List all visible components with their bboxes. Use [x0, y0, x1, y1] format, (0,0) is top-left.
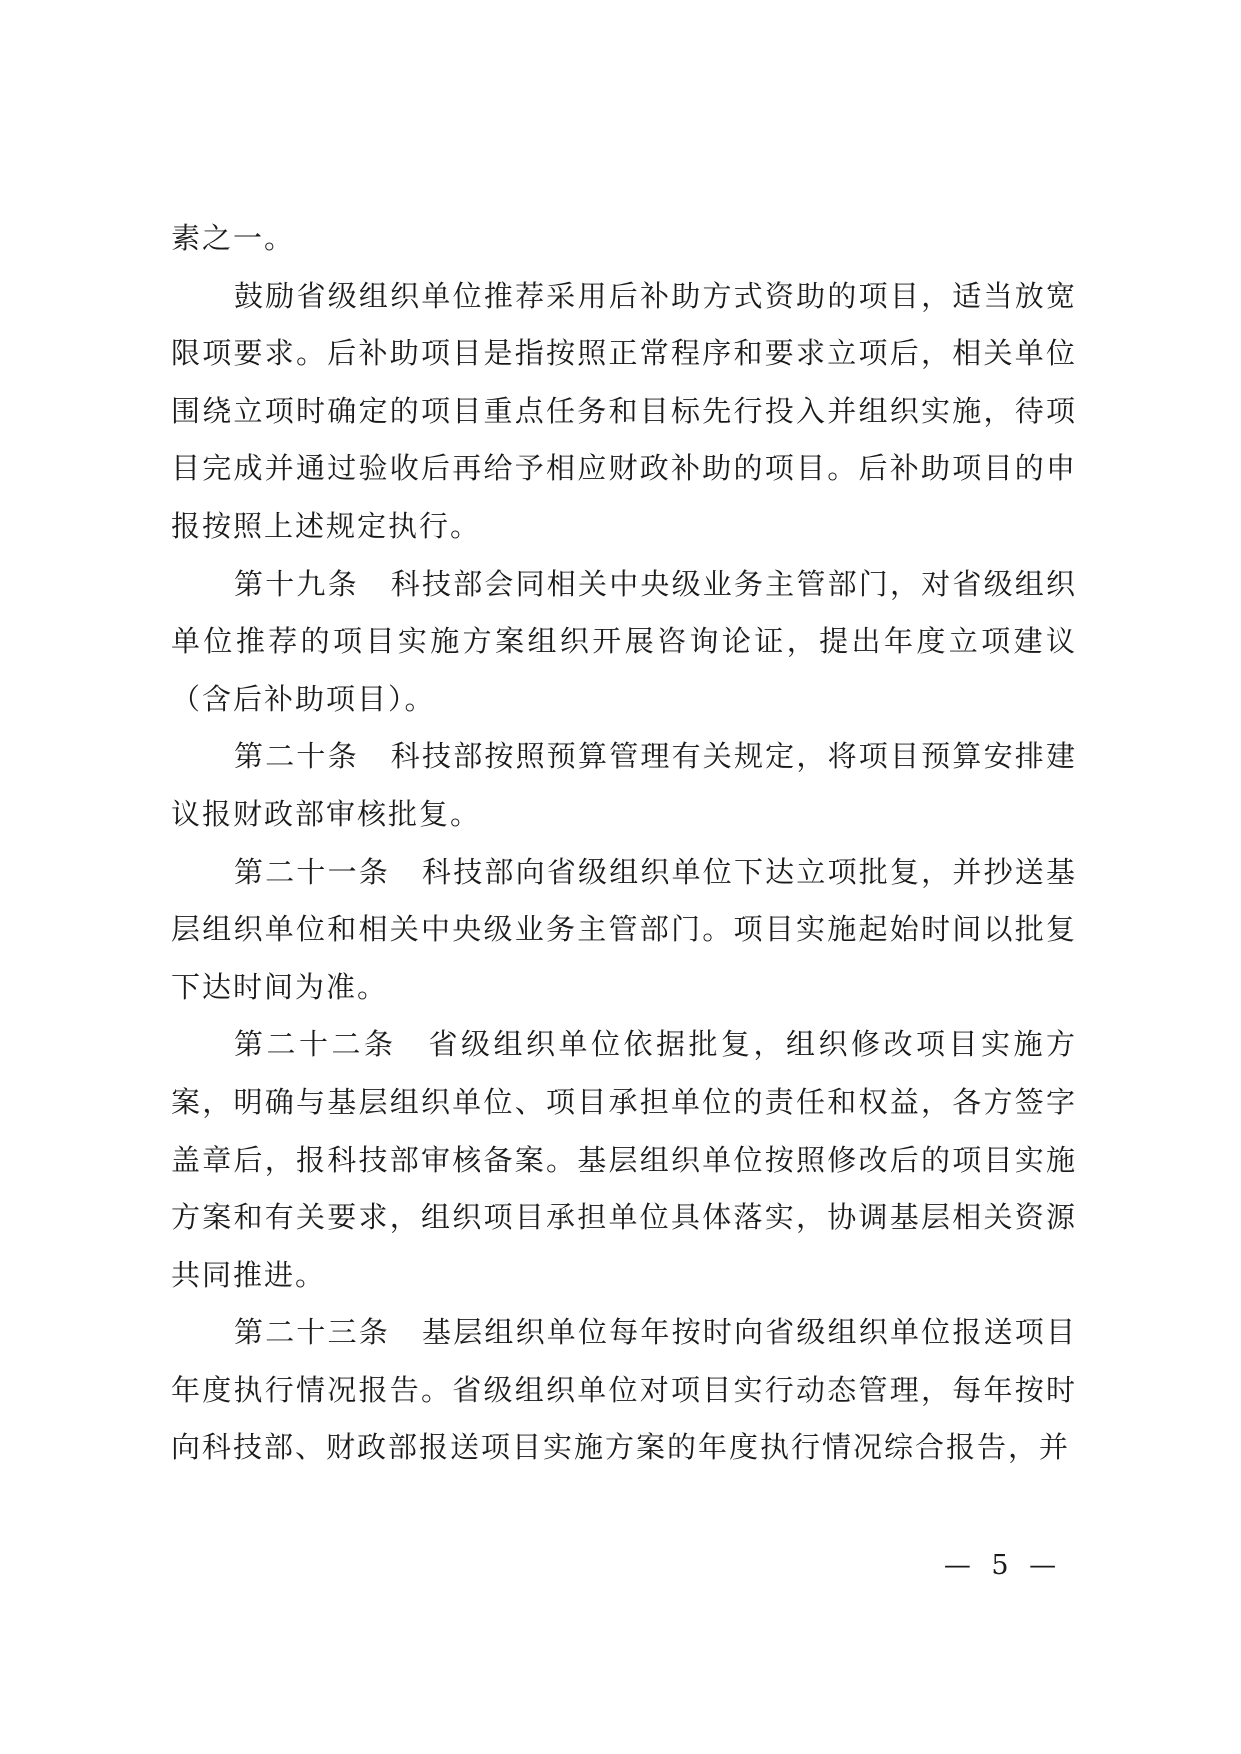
paragraph-text: 省级组织单位依据批复，组织修改项目实施方案，明确与基层组织单位、项目承担单位的责任和权益，各方签字盖章后，报科技部审核备案。基层组织单位按照修改后的项目实施方案和有关要求，组织项目承担单位具体落实，协调基层相关资源共同推进。 [171, 1027, 1077, 1292]
article-number: 第二十一条 [234, 854, 390, 889]
page-number: — 5 — [943, 1550, 1063, 1581]
article-23 [171, 1304, 1077, 1477]
article-21 [171, 844, 1077, 1017]
article-number: 第二十二条 [234, 1027, 397, 1062]
paragraph-text: 鼓励省级组织单位推荐采用后补助方式资助的项目，适当放宽限项要求。后补助项目是指按照正常程序和要求立项后，相关单位围绕立项时确定的项目重点任务和目标先行投入并组织实施，待项目完成并通过验收后再给予相应财政补助的项目。后补助项目的申报按照上述规定执行。 [171, 278, 1077, 543]
article-19 [171, 556, 1077, 729]
article-22 [171, 1016, 1077, 1304]
paragraph-text: 基层组织单位每年按时向省级组织单位报送项目年度执行情况报告。省级组织单位对项目实行动态管理，每年按时向科技部、财政部报送项目实施方案的年度执行情况综合报告，并 [171, 1315, 1077, 1465]
article-number: 第二十三条 [234, 1315, 390, 1350]
paragraph-text: 素之一。 [171, 221, 296, 255]
paragraph-text: 科技部按照预算管理有关规定，将项目预算安排建议报财政部审核批复。 [171, 739, 1077, 831]
article-number: 第二十条 [234, 739, 359, 774]
paragraph-text: 科技部会同相关中央级业务主管部门，对省级组织单位推荐的项目实施方案组织开展咨询论证，提出年度立项建议（含后补助项目）。 [171, 566, 1077, 716]
paragraph-text: 科技部向省级组织单位下达立项批复，并抄送基层组织单位和相关中央级业务主管部门。项目实施起始时间以批复下达时间为准。 [171, 854, 1077, 1004]
body-text [171, 210, 1077, 1477]
paragraph-1 [171, 268, 1077, 556]
article-number: 第十九条 [234, 566, 359, 601]
article-20 [171, 728, 1077, 843]
paragraph-0 [171, 210, 1077, 268]
